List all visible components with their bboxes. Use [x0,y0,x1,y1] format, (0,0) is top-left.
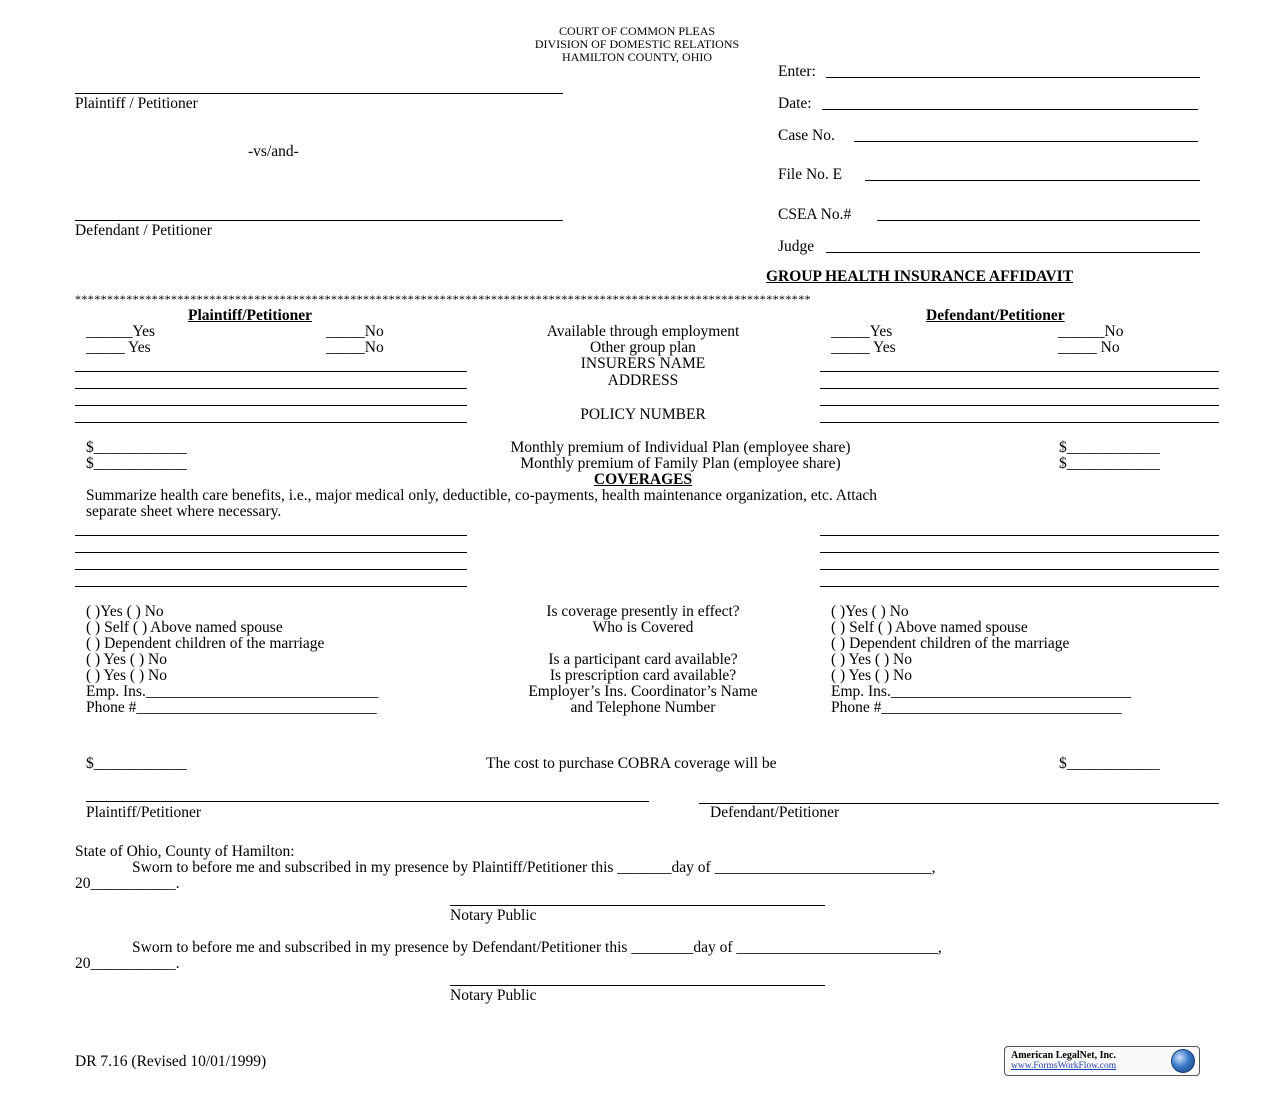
defendant-cobra-cost[interactable]: $____________ [1059,755,1160,772]
plaintiff-benefits-line-4[interactable] [75,586,467,587]
court-name: COURT OF COMMON PLEAS [558,24,716,38]
defendant-notary-label: Notary Public [450,987,537,1004]
publisher-link[interactable]: www.FormsWorkFlow.com [1011,1061,1117,1071]
defendant-family-premium[interactable]: $____________ [1059,455,1160,472]
plaintiff-other-plan-no[interactable]: _____No [326,339,384,356]
cobra-label: The cost to purchase COBRA coverage will be [486,755,777,772]
defendant-name-line[interactable] [75,220,563,221]
defendant-employment-no[interactable]: ______No [1058,323,1124,340]
defendant-insurer-line[interactable] [820,371,1219,372]
defendant-who-covered[interactable]: ( ) Self ( ) Above named spouse [831,619,1028,636]
plaintiff-signature-line[interactable] [86,801,649,802]
coordinator-name-label: Employer’s Ins. Coordinator’s Name [528,683,758,700]
insurers-name-label: INSURERS NAME [580,355,706,372]
plaintiff-cobra-cost[interactable]: $____________ [86,755,187,772]
plaintiff-insurer-line[interactable] [75,371,467,372]
plaintiff-participant-card[interactable]: ( ) Yes ( ) No [86,651,167,668]
defendant-column-header: Defendant/Petitioner [926,307,1065,324]
plaintiff-policy-line[interactable] [75,422,467,423]
defendant-dependent-children[interactable]: ( ) Dependent children of the marriage [831,635,1070,652]
enter-field[interactable] [826,77,1200,78]
plaintiff-employment-no[interactable]: _____No [326,323,384,340]
plaintiff-signature-label: Plaintiff/Petitioner [86,804,202,821]
csea-no-label: CSEA No.# [778,206,852,223]
who-covered-question: Who is Covered [592,619,694,636]
defendant-sworn-year[interactable]: 20___________. [75,955,180,972]
form-title: GROUP HEALTH INSURANCE AFFIDAVIT [766,268,1074,285]
publisher-name: American LegalNet, Inc. [1011,1050,1116,1061]
defendant-benefits-line-1[interactable] [820,535,1219,536]
plaintiff-prescription-card[interactable]: ( ) Yes ( ) No [86,667,167,684]
plaintiff-sworn-year[interactable]: 20___________. [75,875,180,892]
plaintiff-benefits-line-1[interactable] [75,535,467,536]
defendant-employment-yes[interactable]: _____Yes [831,323,893,340]
coverages-instructions-line-2: separate sheet where necessary. [86,503,282,520]
plaintiff-address-line-1[interactable] [75,388,467,389]
plaintiff-benefits-line-2[interactable] [75,552,467,553]
division-name: DIVISION OF DOMESTIC RELATIONS [534,37,740,51]
policy-number-label: POLICY NUMBER [580,406,706,423]
form-number: DR 7.16 (Revised 10/01/1999) [75,1053,267,1070]
enter-label: Enter: [778,63,816,80]
plaintiff-phone-field[interactable]: Phone #_______________________________ [86,699,377,716]
defendant-participant-card[interactable]: ( ) Yes ( ) No [831,651,912,668]
coordinator-phone-label: and Telephone Number [570,699,716,716]
judge-field[interactable] [826,252,1200,253]
plaintiff-column-header: Plaintiff/Petitioner [188,307,312,324]
date-label: Date: [778,95,812,112]
individual-premium-label: Monthly premium of Individual Plan (employee share) [510,439,851,456]
plaintiff-notary-label: Notary Public [450,907,537,924]
file-no-field[interactable] [865,180,1200,181]
defendant-benefits-line-2[interactable] [820,552,1219,553]
defendant-other-plan-yes[interactable]: _____ Yes [831,339,896,356]
defendant-benefits-line-4[interactable] [820,586,1219,587]
csea-no-field[interactable] [877,220,1200,221]
defendant-emp-ins-field[interactable]: Emp. Ins._______________________________ [831,683,1132,700]
address-label: ADDRESS [607,372,679,389]
prescription-card-question: Is prescription card available? [549,667,737,684]
plaintiff-employment-yes[interactable]: ______Yes [86,323,156,340]
employment-question: Available through employment [546,323,740,340]
plaintiff-label: Plaintiff / Petitioner [75,95,198,112]
publisher-logo[interactable] [1004,1046,1200,1076]
family-premium-label: Monthly premium of Family Plan (employee share) [520,455,841,472]
plaintiff-coverage-in-effect[interactable]: ( )Yes ( ) No [86,603,164,620]
defendant-sworn-statement[interactable]: Sworn to before me and subscribed in my presence by Defendant/Petitioner this ________day of __________________________, [132,939,942,956]
defendant-benefits-line-3[interactable] [820,569,1219,570]
plaintiff-family-premium[interactable]: $____________ [86,455,187,472]
plaintiff-who-covered[interactable]: ( ) Self ( ) Above named spouse [86,619,283,636]
globe-icon [1171,1049,1195,1073]
defendant-individual-premium[interactable]: $____________ [1059,439,1160,456]
plaintiff-dependent-children[interactable]: ( ) Dependent children of the marriage [86,635,325,652]
county-name: HAMILTON COUNTY, OHIO [561,50,713,64]
plaintiff-sworn-statement[interactable]: Sworn to before me and subscribed in my presence by Plaintiff/Petitioner this _______day of ____________________________, [132,859,936,876]
judge-label: Judge [778,238,815,255]
case-no-field[interactable] [854,141,1198,142]
star-divider: ******************************************************************************************************************* [75,292,811,306]
defendant-label: Defendant / Petitioner [75,222,212,239]
defendant-policy-line[interactable] [820,422,1219,423]
case-no-label: Case No. [778,127,835,144]
defendant-notary-signature-line[interactable] [450,985,825,986]
defendant-prescription-card[interactable]: ( ) Yes ( ) No [831,667,912,684]
other-plan-question: Other group plan [590,339,696,356]
defendant-address-line-1[interactable] [820,388,1219,389]
defendant-phone-field[interactable]: Phone #_______________________________ [831,699,1122,716]
coverages-instructions-line-1: Summarize health care benefits, i.e., major medical only, deductible, co-payments, health maintenance organization, etc. Attach [86,487,878,504]
plaintiff-notary-signature-line[interactable] [450,905,825,906]
file-no-label: File No. E [778,166,843,183]
coverage-in-effect-question: Is coverage presently in effect? [546,603,740,620]
plaintiff-individual-premium[interactable]: $____________ [86,439,187,456]
defendant-address-line-2[interactable] [820,405,1219,406]
plaintiff-other-plan-yes[interactable]: _____ Yes [86,339,151,356]
plaintiff-name-line[interactable] [75,93,563,94]
versus-label: -vs/and- [248,143,299,160]
jurisdiction-statement: State of Ohio, County of Hamilton: [75,843,295,860]
defendant-signature-label: Defendant/Petitioner [710,804,840,821]
defendant-coverage-in-effect[interactable]: ( )Yes ( ) No [831,603,909,620]
plaintiff-address-line-2[interactable] [75,405,467,406]
plaintiff-emp-ins-field[interactable]: Emp. Ins.______________________________ [86,683,379,700]
participant-card-question: Is a participant card available? [548,651,738,668]
date-field[interactable] [822,109,1198,110]
plaintiff-benefits-line-3[interactable] [75,569,467,570]
defendant-other-plan-no[interactable]: _____ No [1058,339,1120,356]
coverages-heading: COVERAGES [593,471,693,488]
